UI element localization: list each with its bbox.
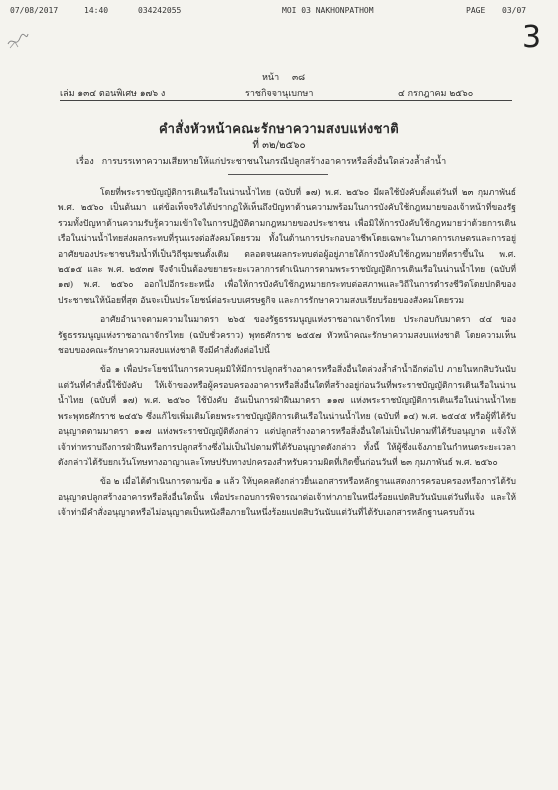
- gazette-date: ๔ กรกฎาคม ๒๕๖๐: [398, 89, 474, 99]
- gazette-header: [0, 70, 558, 104]
- subject-label: เรื่อง: [76, 157, 94, 167]
- gazette-page-number: ๓๘: [292, 73, 306, 83]
- order-subject: [76, 154, 506, 168]
- gazette-page-label: หน้า: [262, 73, 280, 83]
- fax-number: 034242055: [138, 6, 182, 15]
- fax-date: 07/08/2017: [10, 6, 59, 15]
- title-divider: [228, 174, 328, 175]
- paragraph-authority: อาศัยอำนาจตามความในมาตรา ๒๖๕ ของรัฐธรรมนูญแห่งราชอาณาจักรไทย ประกอบกับมาตรา ๔๔ ของรัฐธรรมนูญแห่งราชอาณาจักรไทย (ฉบับชั่วคราว) พุทธศักราช ๒๕๕๗ หัวหน้าคณะรักษาความสงบแห่งชาติ โดยความเห็นชอบของคณะรักษาความสงบแห่งชาติ จึงมีคำสั่งดังต่อไปนี้: [58, 315, 516, 357]
- order-title: คำสั่งหัวหน้าคณะรักษาความสงบแห่งชาติ: [158, 122, 400, 137]
- header-rule: [60, 100, 512, 101]
- fax-page-label: PAGE: [466, 6, 486, 15]
- subject-text: การบรรเทาความเสียหายให้แก่ประชาชนในกรณีปลูกสร้างอาคารหรือสิ่งอื่นใดล่วงล้ำลำน้ำ: [101, 157, 447, 167]
- fax-header: [0, 6, 558, 20]
- order-number: ที่ ๓๒/๒๕๖๐: [252, 140, 306, 151]
- gazette-volume: เล่ม ๑๓๔ ตอนพิเศษ ๑๗๖ ง: [60, 89, 166, 99]
- paragraph-clause-1: ข้อ ๑ เพื่อประโยชน์ในการควบคุมมิให้มีการปลูกสร้างอาคารหรือสิ่งอื่นใดล่วงล้ำลำน้ำอีกต่อไป ภายในหกสิบวันนับแต่วันที่คำสั่งนี้ใช้บังคับ ให้เจ้าของหรือผู้ครอบครองอาคารหรือสิ่งอื่นใดที่สร้างอยู่ก่อนวันที่พระราชบัญญัติการเดินเรือในน่านน้ำไทย (ฉบับที่ ๑๗) พ.ศ. ๒๕๖๐ ใช้บังคับ อันเป็นการฝ่าฝืนมาตรา ๑๑๗ แห่งพระราชบัญญัติการเดินเรือในน่านน้ำไทย พระพุทธศักราช ๒๔๕๖ ซึ่งแก้ไขเพิ่มเติมโดยพระราชบัญญัติการเดินเรือในน่านน้ำไทย (ฉบับที่ ๑๔) พ.ศ. ๒๕๔๕ หรือผู้ที่ได้รับอนุญาตตามมาตรา ๑๑๗ แห่งพระราชบัญญัติดังกล่าว แต่ปลูกสร้างอาคารหรือสิ่งอื่นใดไม่เป็นไปตามที่ได้รับอนุญาต แจ้งให้เจ้าท่าทราบถึงการฝ่าฝืนหรือการปลูกสร้างซึ่งไม่เป็นไปตามที่ได้รับอนุญาตดังกล่าว ทั้งนี้ ให้ผู้ซึ่งแจ้งภายในกำหนดระยะเวลาดังกล่าวได้รับยกเว้นโทษทางอาญาและโทษปรับทางปกครองสำหรับความผิดที่เกิดขึ้นก่อนวันที่ ๒๓ กุมภาพันธ์ พ.ศ. ๒๕๖๐: [58, 365, 516, 468]
- handwritten-page-number: 3: [522, 20, 542, 55]
- paragraph-preamble: โดยที่พระราชบัญญัติการเดินเรือในน่านน้ำไทย (ฉบับที่ ๑๗) พ.ศ. ๒๕๖๐ มีผลใช้บังคับตั้งแต่วันที่ ๒๓ กุมภาพันธ์ พ.ศ. ๒๕๖๐ เป็นต้นมา แต่ข้อเท็จจริงได้ปรากฏให้เห็นถึงปัญหาด้านความพร้อมในการบังคับใช้กฎหมายของเจ้าหน้าที่ของรัฐ รวมทั้งปัญหาด้านความรับรู้ความเข้าใจในการปฏิบัติตามกฎหมายของประชาชน เพื่อมิให้การบังคับใช้กฎหมายว่าด้วยการเดินเรือในน่านน้ำไทยส่งผลกระทบที่รุนแรงต่อสังคมโดยรวม ทั้งในด้านการประกอบอาชีพโดยเฉพาะในภาคการเกษตรและการอยู่อาศัยของประชาชนริมน้ำที่เป็นวิถีชุมชนดั้งเดิม ตลอดจนผลกระทบต่อผู้อยู่ภายใต้การบังคับใช้กฎหมายที่ตราขึ้นใน พ.ศ. ๒๕๑๕ และ พ.ศ. ๒๕๓๗ จึงจำเป็นต้องขยายระยะเวลาการดำเนินการตามพระราชบัญญัติการเดินเรือในน่านน้ำไทย (ฉบับที่ ๑๗) พ.ศ. ๒๕๖๐ ออกไปอีกระยะหนึ่ง เพื่อให้การบังคับใช้กฎหมายกระทบต่อสภาพและวิถีในการดำรงชีวิตโดยปกติของประชาชนให้น้อยที่สุด อันจะเป็นประโยชน์ต่อระบบเศรษฐกิจ และการรักษาความสงบเรียบร้อยของสังคมโดยรวม: [58, 188, 516, 306]
- fax-time: 14:40: [84, 6, 109, 15]
- handwritten-scribble: [6, 30, 30, 52]
- order-body: [58, 186, 516, 526]
- paragraph-clause-2: ข้อ ๒ เมื่อได้ดำเนินการตามข้อ ๑ แล้ว ให้บุคคลดังกล่าวยื่นเอกสารหรือหลักฐานแสดงการครอบครองหรือการได้รับอนุญาตปลูกสร้างอาคารหรือสิ่งอื่นใดนั้น เพื่อประกอบการพิจารณาต่อเจ้าท่าภายในหนึ่งร้อยแปดสิบวันนับแต่วันที่แจ้ง และให้เจ้าท่ามีคำสั่งอนุญาตหรือไม่อนุญาตเป็นหนังสือภายในหนึ่งร้อยแปดสิบวันนับแต่วันที่ได้รับเอกสารหลักฐานครบถ้วน: [58, 477, 516, 519]
- fax-sender: MOI 03 NAKHONPATHOM: [282, 6, 374, 15]
- gazette-title: ราชกิจจานุเบกษา: [245, 89, 314, 99]
- fax-page-value: 03/07: [502, 6, 527, 15]
